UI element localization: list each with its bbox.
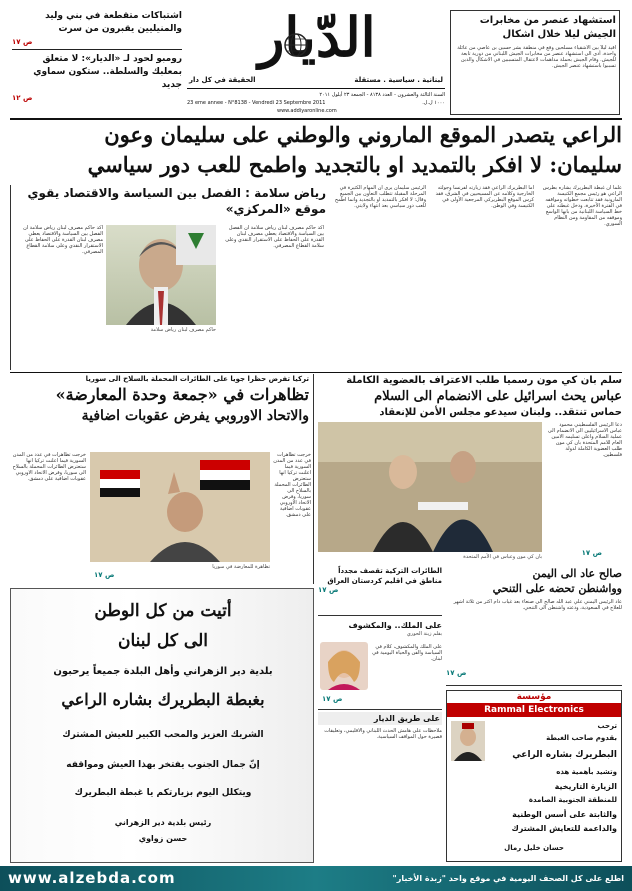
top-left-box [12,10,182,115]
welcome-line-1: أتيت من كل الوطن [94,601,232,621]
rammal-line-9: حسان خليل رمال [504,844,564,852]
footer-banner[interactable] [0,866,632,891]
syria-body-left: خرجت تظاهرات في عدد من المدن السورية فيما اعلنت تركيا انها ستعترض الطائرات المحملة بالسلاح الى سوريا، وفرض الاتحاد الاوروبي عقوبات اضافية على دمشق. [12,452,86,482]
abbas-caption: بان كي مون وعباس في الأمم المتحدة [463,554,542,560]
opinion-page: ص ١٧ [322,695,343,703]
riad-story [10,185,326,370]
teaser-2[interactable]: رومبو لحود لـ «الديار»: لا متعلق بمعلبك والسلطة.. ستكون سماوي جديد [33,54,182,90]
syria-headline-1: تظاهرات في «جمعة وحدة المعارضة» [55,385,309,404]
welcome-line-8: رئيس بلدية دير الزهراني [114,818,212,827]
rammal-line-3: البطريرك بشاره الراعي [512,750,617,760]
footer-text: اطلع على كل الصحف اليومية في موقع واحد "زبدة الأخبار" [392,874,624,883]
rammal-title: مؤسسة [516,692,552,702]
rammal-brand: Rammal Electronics [447,703,621,717]
riad-photo [106,225,216,325]
issue-line: السنة الثالثة والعشرون - العدد ٨١٣٨ - الجمعة ٢٣ أيلول ٢٠١١ [319,92,445,98]
diyar-road-body: ملاحظات على هامش الحدث اللبناني والاقليمي، وتعليقات قصيرة حول المواقف السياسية. [324,728,442,740]
motto-left: الحقيقة في كل دار [189,76,256,84]
opinion-box [318,620,442,710]
welcome-line-4: بغبطة البطريرك بشاره الراعي [61,690,265,709]
diyar-road-kicker: على طريق الديار [318,712,442,725]
rammal-line-5: الزيارة التاريخية [554,782,617,791]
main-col-1: علماً ان غبطة البطريرك بشاره بطرس الراعي هو رئيس مجمع الكنيسة المارونية فقد تتابعت خطواته ومواقفه في الفترة الأخيرة، ودخل غبطته على خط السياسة اللبنانية من بابها الواسع وموقفه من المقاومة ومن النظام السوري. [542,185,622,227]
abbas-headline-3: حماس تنتقد.. ولبنان سيدعو مجلس الأمن للإنعقاد [379,407,622,418]
issue-en: 23 eme annee - N°8138 - Vendredi 23 Septembre 2011 [187,100,326,106]
footer-website[interactable]: www.alzebda.com [8,869,176,887]
main-headline-2: سليمان: لا افكر بالتمديد او بالتجديد واطمح للعب دور سياسي [87,152,622,177]
riad-headline: رياض سلامة : الفصل بين السياسة والاقتصاد يقوي موقع «المركزي» [27,186,326,216]
syria-headline-2: والاتحاد الاوروبي يفرض عقوبات اضافية [81,408,309,424]
teaser-1[interactable]: اشتباكات متقطعة في بني وليد والمنيليين يقبرون من سرت [45,11,182,34]
yemen-body: عاد الرئيس اليمني علي عبد الله صالح الى صنعاء بعد غياب دام اكثر من ثلاثة اشهر للعلاج في السعودية، ودعته واشنطن الى التنحي. [453,599,622,611]
riad-body-right: اكد حاكم مصرف لبنان رياض سلامة ان الفصل بين السياسة والاقتصاد يعطي مصرف لبنان القدرة على الحفاظ على الاستقرار النقدي وعلى سلامة القطاع المصرفي. [225,225,324,249]
abbas-headline-2: عباس يحث اسرائيل على الانضمام الى السلام [374,389,622,404]
yemen-headline-1: صالح عاد الى اليمن [532,567,622,580]
main-headline-1: الراعي يتصدر الموقع الماروني والوطني على سليمان وعون [104,122,622,147]
abbas-photo [318,422,542,552]
welcome-line-6: إنّ جمال الجنوب يفتخر بهذا العيش ومواقفه [66,760,260,770]
welcome-line-7: ويتكلل اليوم بزيارتكم يا غبطة البطريرك [74,788,252,798]
globe-icon [283,32,309,58]
iraq-headline: الطائرات التركية تقصف مجدداً مناطق في اقليم كردستان العراق [327,567,442,585]
yemen-page: ص ١٧ [446,669,467,677]
teaser-1-page: ص ١٧ [12,38,33,46]
top-right-headline: استشهاد عنصر من مخابرات الجيش ليلا خلال اشكال [479,15,616,40]
iraq-brief [318,566,442,616]
welcome-ad [10,588,314,863]
rammal-line-8: والداعمة للتعايش المشترك [511,824,617,833]
syria-caption: تظاهرة للمعارضة في سوريا [212,564,270,570]
riad-caption: حاكم مصرف لبنان رياض سلامة [150,327,216,333]
riad-body-left: اكد حاكم مصرف لبنان رياض سلامة ان الفصل بين السياسة والاقتصاد يعطي مصرف لبنان القدرة على الحفاظ على الاستقرار النقدي وعلى سلامة القطاع المصرفي. [23,225,103,255]
welcome-line-3: بلدية دير الزهراني وأهل البلدة جميعاً يرحبون [53,666,273,677]
syria-kicker: تركيا تفرض حظرا جويا على الطائرات المحملة بالسلاح الى سوريا [85,375,309,383]
syria-photo [90,452,270,562]
rammal-line-6: للمنطقة الجنوبية الصامدة [528,796,617,804]
main-col-2: اما البطريرك الراعي فقد زيارته لفرنسا وجولته الخارجية وكلامه عن المسيحيين في الشرق، فقد كرس الموقع البطريركي المرجعية الأولى في الكنيسة وفي الوطن. [435,185,534,209]
abbas-page: ص ١٧ [581,549,602,557]
opinion-author: بقلم زينة الحوري [406,631,442,637]
rammal-line-2: بقدوم صاحب الغبطة [546,734,617,742]
top-right-box [450,10,620,115]
rammal-ad [446,690,622,862]
iraq-page: ص ١٧ [318,586,339,594]
syria-body-right: خرجت تظاهرات في عدد من المدن السورية فيما اعلنت تركيا انها ستعترض الطائرات المحملة بالسلاح الى سوريا، وفرض الاتحاد الاوروبي عقوبات اضافية على دمشق. [273,452,311,518]
welcome-line-2: الى كل لبنان [118,631,208,651]
abbas-story [318,374,622,564]
abbas-body: دعا الرئيس الفلسطيني محمود عباس الاسرائيليين الى الانضمام الى عملية السلام واعلن تسليمه الامين العام للامم المتحدة بان كي مون طلب العضوية الكاملة لدولة فلسطين. [547,422,622,458]
yemen-headline-2: وواشنطن تحضه على التنحي [492,582,622,595]
opinion-body: على الملك والمكشوف، كلام في السياسة والفن والحياة اليومية في لبنان. [372,644,442,662]
masthead [187,5,445,118]
logo: الدّيار [258,5,376,69]
website[interactable]: www.addiyaronline.com [277,108,337,114]
price: ١٠٠٠ ل.ل. [422,100,445,106]
masthead-rule [187,88,445,89]
diyar-road-box [318,712,442,862]
rammal-line-4: وتشيد بأهمية هذه [556,768,617,776]
teaser-2-page: ص ١٢ [12,94,33,102]
motto-right: لبنانية . سياسية . مستقلة [354,76,443,84]
yemen-story [446,566,622,686]
opinion-photo [320,642,368,690]
main-col-3: الرئيس سليمان يرى ان المهام الكثيرة في المرحلة المقبلة تتطلب التعاون بين الجميع وقال: لا افكر بالتمديد او بالتجديد وانما اطمح للعب دور سياسي بعد انتهاء ولايتي. [334,185,426,209]
syria-story [10,374,314,584]
welcome-line-5: الشريك العزيز والمحب الكبير للعيش المشترك [62,730,264,740]
syria-page: ص ١٧ [94,571,115,579]
welcome-line-9: حسن زواوي [138,834,188,843]
top-right-body: اقيد ليلاً بين الأشقياء مسلحين وقع في منطقة بشر حسين بن عاصي من عائلة واحدة، أدى الى استشهاد عنصر من مخابرات الجيش اللبناني من دورية تابعة للجيش. وقام الجيش بحملة مداهمات لاعتقال المتسببين في الاشكال والذين تسببوا باستشهاد عنصر الجيش. [457,45,616,69]
mid-divider [10,372,622,373]
opinion-kicker: على الملك.. والمكشوف [348,621,442,630]
rammal-line-1: ترحب [597,722,617,730]
abbas-headline-1: سلم بان كي مون رسميا طلب الاعتراف بالعضوية الكاملة [346,375,622,386]
rammal-line-7: والثابتة على أسس الوطنية [512,810,617,819]
